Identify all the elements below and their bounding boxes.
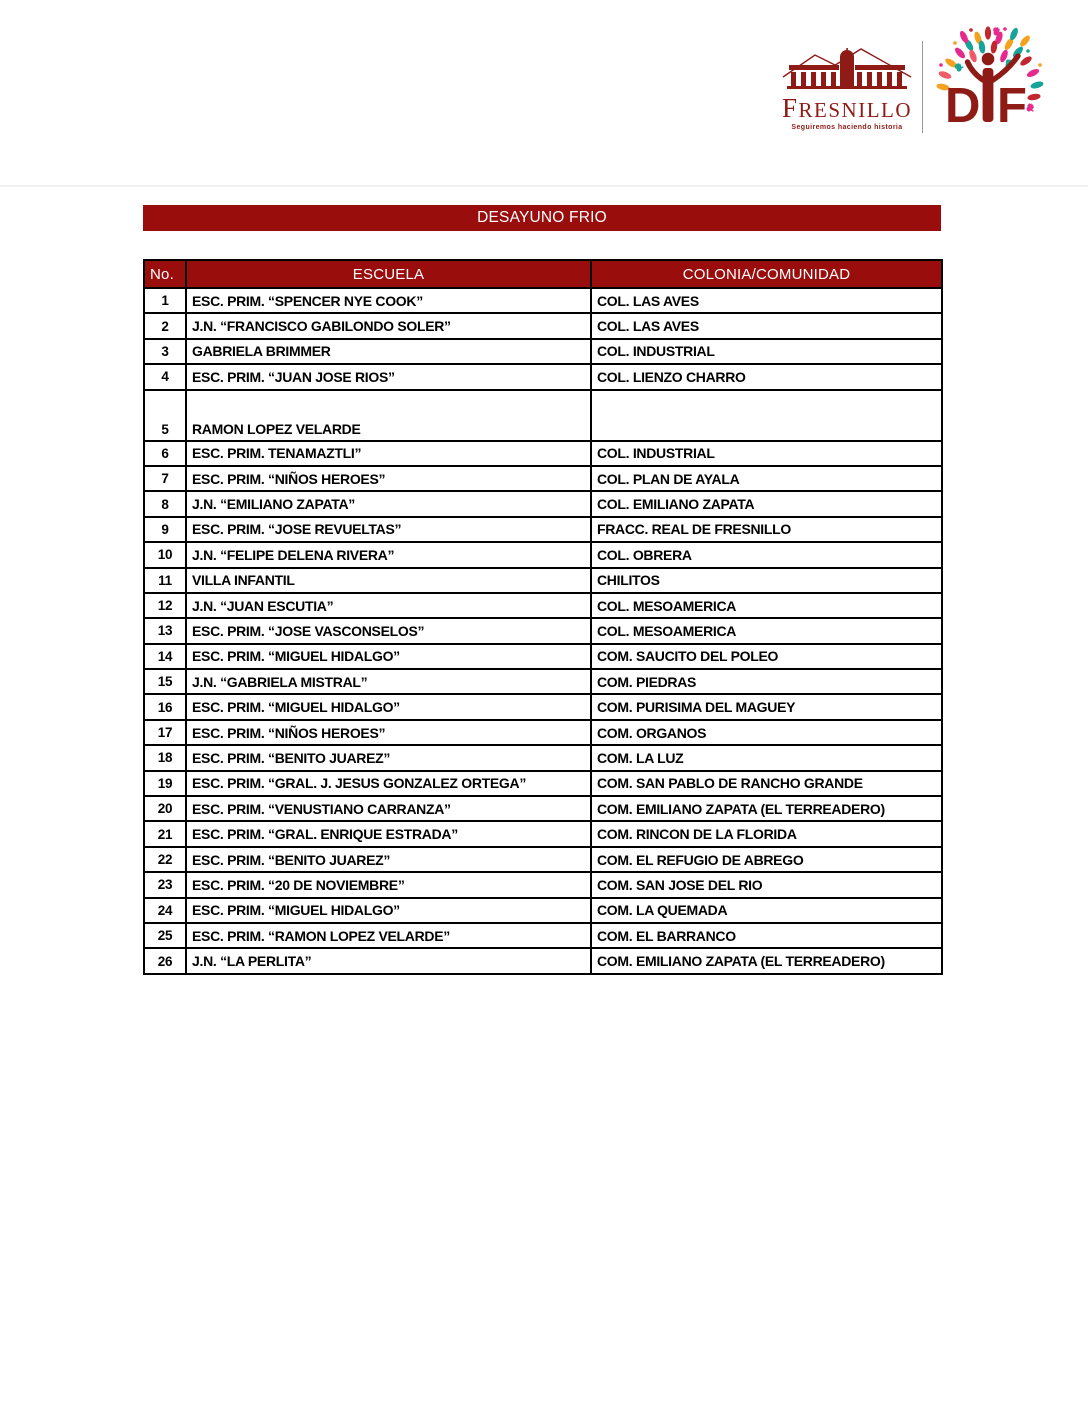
cell-colonia: COM. LA LUZ — [591, 745, 942, 770]
cell-escuela: ESC. PRIM. “BENITO JUAREZ” — [186, 847, 591, 872]
table-row — [144, 771, 942, 796]
cell-no: 6 — [144, 441, 186, 466]
cell-escuela: ESC. PRIM. “NIÑOS HEROES” — [186, 720, 591, 745]
cell-no: 13 — [144, 618, 186, 643]
cell-escuela: ESC. PRIM. “JUAN JOSE RIOS” — [186, 364, 591, 389]
cell-colonia — [591, 390, 942, 441]
cell-no: 4 — [144, 364, 186, 389]
cell-escuela: J.N. “JUAN ESCUTIA” — [186, 593, 591, 618]
cell-colonia: FRACC. REAL DE FRESNILLO — [591, 517, 942, 542]
table-row — [144, 364, 942, 389]
table-row — [144, 390, 942, 441]
cell-no: 17 — [144, 720, 186, 745]
table-row — [144, 593, 942, 618]
cell-escuela: ESC. PRIM. “SPENCER NYE COOK” — [186, 288, 591, 313]
cell-colonia: COL. MESOAMERICA — [591, 593, 942, 618]
cell-colonia: COL. LAS AVES — [591, 313, 942, 338]
table-row — [144, 618, 942, 643]
schools-table — [143, 259, 943, 975]
cell-escuela: ESC. PRIM. “JOSE VASCONSELOS” — [186, 618, 591, 643]
cell-colonia: COM. EMILIANO ZAPATA (EL TERREADERO) — [591, 948, 942, 973]
cell-colonia: COM. EMILIANO ZAPATA (EL TERREADERO) — [591, 796, 942, 821]
cell-colonia: COM. LA QUEMADA — [591, 898, 942, 923]
cell-escuela: J.N. “FRANCISCO GABILONDO SOLER” — [186, 313, 591, 338]
cell-colonia: COM. SAN PABLO DE RANCHO GRANDE — [591, 771, 942, 796]
cell-no: 26 — [144, 948, 186, 973]
cell-escuela: ESC. PRIM. “GRAL. J. JESUS GONZALEZ ORTEGA” — [186, 771, 591, 796]
cell-no: 8 — [144, 491, 186, 516]
table-row — [144, 821, 942, 846]
cell-colonia: COM. PURISIMA DEL MAGUEY — [591, 694, 942, 719]
table-row — [144, 441, 942, 466]
table-row — [144, 517, 942, 542]
cell-no: 11 — [144, 568, 186, 593]
dif-logo — [933, 25, 1045, 147]
col-header-escuela: ESCUELA — [186, 260, 591, 288]
cell-colonia: COM. EL REFUGIO DE ABREGO — [591, 847, 942, 872]
fresnillo-building-icon — [777, 45, 917, 95]
cell-colonia: COM. EL BARRANCO — [591, 923, 942, 948]
table-row — [144, 923, 942, 948]
page-rule — [0, 185, 1088, 187]
cell-colonia: COL. MESOAMERICA — [591, 618, 942, 643]
cell-escuela: ESC. PRIM. “MIGUEL HIDALGO” — [186, 694, 591, 719]
cell-escuela: ESC. PRIM. “JOSE REVUELTAS” — [186, 517, 591, 542]
cell-escuela: ESC. PRIM. “VENUSTIANO CARRANZA” — [186, 796, 591, 821]
cell-escuela: VILLA INFANTIL — [186, 568, 591, 593]
cell-no: 3 — [144, 339, 186, 364]
cell-no: 15 — [144, 669, 186, 694]
cell-escuela: GABRIELA BRIMMER — [186, 339, 591, 364]
table-row — [144, 720, 942, 745]
cell-no: 18 — [144, 745, 186, 770]
logo-separator — [922, 41, 923, 133]
cell-no: 12 — [144, 593, 186, 618]
cell-colonia: COM. ORGANOS — [591, 720, 942, 745]
cell-colonia: COL. EMILIANO ZAPATA — [591, 491, 942, 516]
dif-letter-d: D — [945, 79, 981, 133]
table-row — [144, 542, 942, 567]
cell-no: 7 — [144, 466, 186, 491]
cell-escuela: J.N. “LA PERLITA” — [186, 948, 591, 973]
cell-colonia: COM. SAN JOSE DEL RIO — [591, 872, 942, 897]
fresnillo-tagline: Seguiremos haciendo historia — [791, 124, 903, 131]
title-bar — [143, 205, 941, 231]
cell-escuela: RAMON LOPEZ VELARDE — [186, 390, 591, 441]
cell-no: 16 — [144, 694, 186, 719]
cell-colonia: COL. LIENZO CHARRO — [591, 364, 942, 389]
cell-no: 24 — [144, 898, 186, 923]
cell-no: 14 — [144, 644, 186, 669]
page-title: DESAYUNO FRIO — [477, 209, 607, 226]
col-header-no: No. — [144, 260, 186, 288]
table-row — [144, 568, 942, 593]
col-header-colonia: COLONIA/COMUNIDAD — [591, 260, 942, 288]
cell-escuela: ESC. PRIM. “RAMON LOPEZ VELARDE” — [186, 923, 591, 948]
cell-no: 2 — [144, 313, 186, 338]
cell-escuela: J.N. “GABRIELA MISTRAL” — [186, 669, 591, 694]
cell-colonia: COM. SAUCITO DEL POLEO — [591, 644, 942, 669]
cell-colonia: COL. INDUSTRIAL — [591, 441, 942, 466]
fresnillo-logo — [776, 45, 918, 131]
table-row — [144, 339, 942, 364]
table-row — [144, 872, 942, 897]
table-row — [144, 313, 942, 338]
cell-no: 5 — [144, 390, 186, 441]
table-row — [144, 644, 942, 669]
table-row — [144, 669, 942, 694]
dif-tree-icon — [933, 25, 1045, 147]
cell-colonia: CHILITOS — [591, 568, 942, 593]
table-row — [144, 288, 942, 313]
table-row — [144, 796, 942, 821]
cell-colonia: COM. PIEDRAS — [591, 669, 942, 694]
dif-letter-f: F — [997, 79, 1027, 133]
table-row — [144, 491, 942, 516]
cell-escuela: ESC. PRIM. “BENITO JUAREZ” — [186, 745, 591, 770]
cell-escuela: J.N. “EMILIANO ZAPATA” — [186, 491, 591, 516]
cell-no: 10 — [144, 542, 186, 567]
header-logos — [770, 25, 1060, 155]
table-row — [144, 948, 942, 973]
table-row — [144, 466, 942, 491]
cell-no: 20 — [144, 796, 186, 821]
cell-no: 1 — [144, 288, 186, 313]
cell-no: 22 — [144, 847, 186, 872]
table-row — [144, 745, 942, 770]
cell-no: 25 — [144, 923, 186, 948]
cell-colonia: COL. OBRERA — [591, 542, 942, 567]
table-row — [144, 694, 942, 719]
cell-no: 21 — [144, 821, 186, 846]
cell-escuela: ESC. PRIM. “MIGUEL HIDALGO” — [186, 898, 591, 923]
cell-no: 19 — [144, 771, 186, 796]
cell-escuela: ESC. PRIM. TENAMAZTLI” — [186, 441, 591, 466]
cell-colonia: COM. RINCON DE LA FLORIDA — [591, 821, 942, 846]
cell-escuela: ESC. PRIM. “NIÑOS HEROES” — [186, 466, 591, 491]
table-row — [144, 847, 942, 872]
cell-escuela: ESC. PRIM. “MIGUEL HIDALGO” — [186, 644, 591, 669]
table-row — [144, 898, 942, 923]
cell-escuela: ESC. PRIM. “GRAL. ENRIQUE ESTRADA” — [186, 821, 591, 846]
cell-escuela: J.N. “FELIPE DELENA RIVERA” — [186, 542, 591, 567]
cell-no: 23 — [144, 872, 186, 897]
cell-no: 9 — [144, 517, 186, 542]
cell-colonia: COL. PLAN DE AYALA — [591, 466, 942, 491]
cell-escuela: ESC. PRIM. “20 DE NOVIEMBRE” — [186, 872, 591, 897]
cell-colonia: COL. LAS AVES — [591, 288, 942, 313]
cell-colonia: COL. INDUSTRIAL — [591, 339, 942, 364]
table-header-row — [144, 260, 942, 288]
fresnillo-wordmark: FRESNILLO — [781, 93, 913, 123]
